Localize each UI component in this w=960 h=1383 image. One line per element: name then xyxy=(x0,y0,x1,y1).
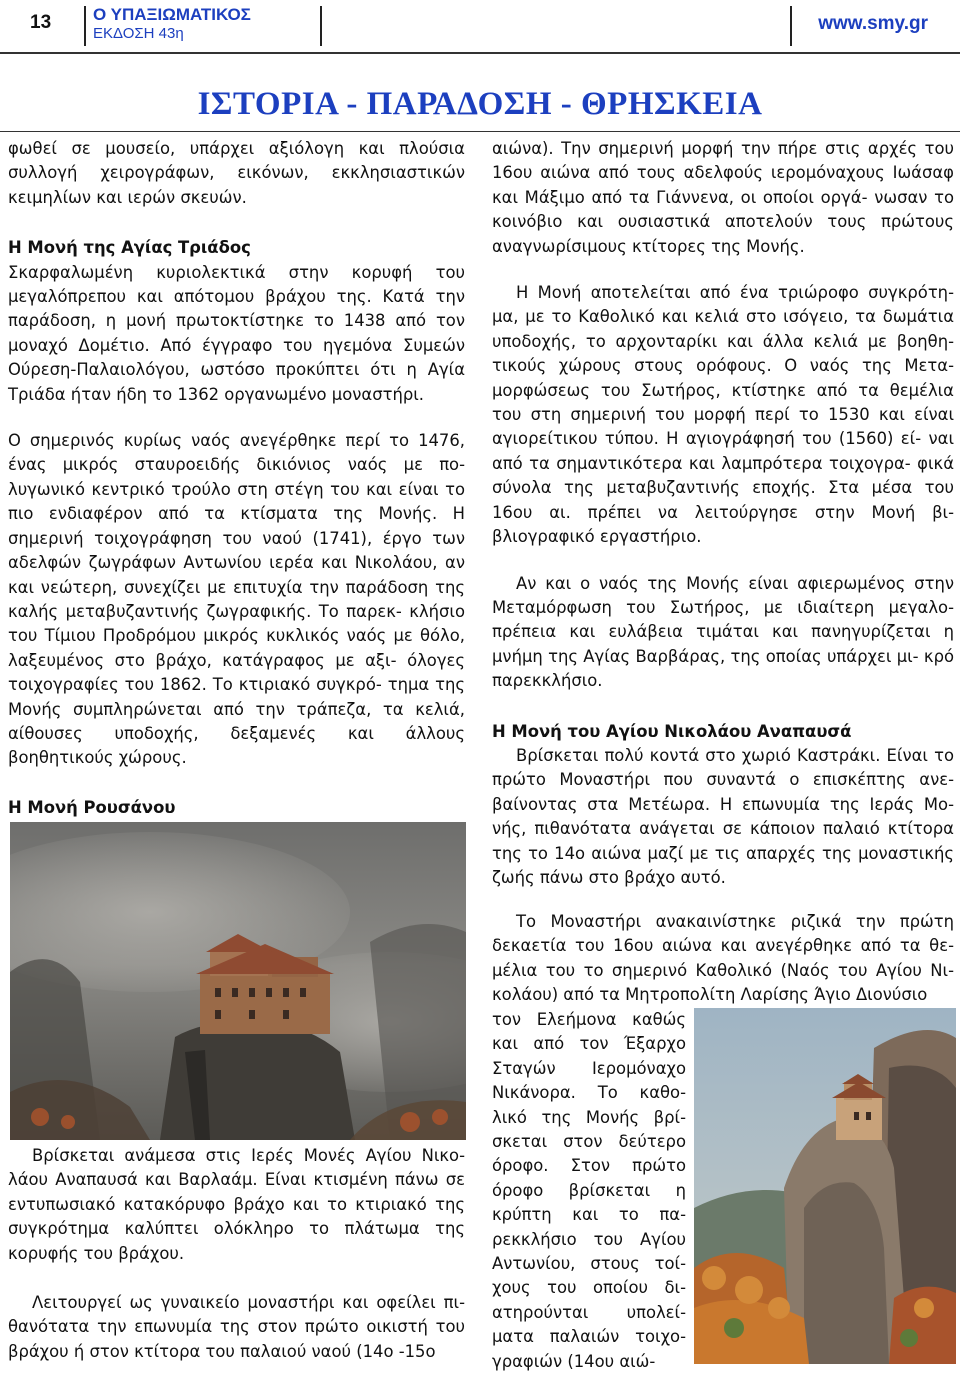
rousanou-paragraph-2 xyxy=(8,1291,465,1364)
section-title: ΙΣΤΟΡΙΑ - ΠΑΡΑΔΟΣΗ - ΘΡΗΣΚΕΙΑ xyxy=(197,86,763,122)
text-line: παράδοση, η μονή πρωτοκτίστηκε το 1438 από τον xyxy=(8,311,465,331)
text-line: τημα της Μονής συμπληρώνεται από την τράπεζα, xyxy=(8,675,465,719)
text-line: κειμηλίων και ιερών σκευών. xyxy=(8,187,247,207)
text-line: φικά σύνολα της μεταβυζαντινής εποχής. Στα μέσα xyxy=(492,453,954,498)
text-line: κρό παρεκκλήσιο. xyxy=(492,646,954,691)
text-line: Σκαρφαλωμένη κυριολεκτικά στην κορυφή του xyxy=(8,262,465,282)
text-line: κολάου) από τα Μητροπολίτη Λαρίσης Άγιο Διονύσιο xyxy=(492,985,928,1005)
text-line: Η Μονή αποτελείται από ένα τριώροφο συγκρότη- xyxy=(516,283,954,303)
text-line: βαίνοντας στα Μετέωρα. Η επωνυμία της Ιεράς Μο- xyxy=(492,794,954,814)
text-line: λάου Αναπαυσά και Βαρλαάμ. Είναι κτισμένη πάνω xyxy=(8,1170,439,1190)
text-line: ζωής πάνω στο βράχο αυτό. xyxy=(492,867,726,887)
trinity-heading: Η Μονή της Αγίας Τριάδος xyxy=(8,238,251,258)
trinity-paragraph-2 xyxy=(8,429,465,771)
nikolaos-paragraph-2 xyxy=(492,910,954,1008)
text-line: δεκαετία του 16ου αιώνα και ανεγέρθηκε από τα θε- xyxy=(492,936,954,956)
text-line: φωθεί σε μουσείο, υπάρχει αξιόλογη και πλούσια xyxy=(8,139,465,158)
agios-nikolaos-monastery-photo xyxy=(694,1008,956,1364)
text-line: όροφο. Στον πρώτο xyxy=(492,1156,686,1176)
left-column-lower xyxy=(8,1144,465,1364)
text-line: τον Ελεήμονα καθώς xyxy=(492,1010,686,1029)
text-line: Λειτουργεί ως γυναικείο μοναστήρι και οφείλει πι- xyxy=(32,1293,465,1313)
text-line: κρύπτη και το πα- xyxy=(492,1205,686,1225)
header-divider xyxy=(320,6,322,46)
text-line: νής, πιθανότατα ανάγεται σε κάποιον παλαιό κτίτορα xyxy=(492,819,954,839)
text-line: 1476, ένας μικρός σταυροειδής δικιόνιος ναός με πο- xyxy=(8,431,465,475)
text-line: όροφο βρίσκεται η xyxy=(492,1180,686,1200)
text-line: πρέπεια και ευλάβεια τιμάται και πανηγυρίζεται η xyxy=(492,622,954,642)
rousanou-dedication-paragraph xyxy=(492,572,954,694)
text-line: μορφώσεως του Σωτήρος, κτίστηκε από τα θεμέλια xyxy=(492,380,954,400)
rousanou-history-paragraph xyxy=(492,137,954,259)
text-line: συλλογή χειρογράφων, εικόνων, εκκλησιαστικών xyxy=(8,163,465,183)
text-line: του 16ου αιώνα από τους αδελφούς ιερομόναχους xyxy=(492,139,954,183)
text-line: το πρώτο Μοναστήρι που συναντά ο επισκέπτης ανε- xyxy=(492,745,954,790)
text-line: Ο σημερινός κυρίως ναός ανεγέρθηκε περί το xyxy=(8,431,410,451)
magazine-title: Ο ΥΠΑΞΙΩΜΑΤΙΚΟΣ xyxy=(93,5,251,24)
text-line: του στη σημερινή του μορφή περί το 1530 και είναι xyxy=(492,405,954,425)
section-rule xyxy=(0,131,960,132)
rousanou-structure-paragraph xyxy=(492,281,954,549)
text-line: της το 14ο αιώνα μαζί με τις απαρχές της μοναστικής xyxy=(492,843,954,863)
text-line: της καλής μεταβυζαντινής ζωγραφικής. Το παρεκ- xyxy=(8,577,465,621)
rousanou-heading: Η Μονή Ρουσάνου xyxy=(8,797,176,817)
text-line: σκεται στον δεύτερο xyxy=(492,1132,686,1152)
text-line: ματα παλαιών τοιχο- xyxy=(492,1327,686,1347)
rousanou-monastery-photo xyxy=(10,822,466,1140)
text-line: υποδοχής, το αρχονταρίκι και άλλα κελιά με βοηθη- xyxy=(492,331,954,351)
text-line: αν και νεώτερη, συνεχίζει με επιτυχία την παράδοση xyxy=(8,553,465,597)
right-column xyxy=(492,137,954,890)
text-line: σε εντυπωσιακό κατακόρυφο βράχο και το κτιριακό xyxy=(8,1170,466,1214)
nikolaos-paragraph-3 xyxy=(492,1008,686,1374)
text-line: θανότατα την επωνυμία της στον πρώτο οικιστή του xyxy=(8,1317,465,1337)
text-line: Νικάνορα. Το καθο- xyxy=(492,1083,686,1103)
text-line: τα κελιά, αίθουσες υποδοχής, δεξαμενές και άλλους xyxy=(8,699,465,743)
text-line: τικούς χώρους στους ορόφους. Ο ναός της Μετα- xyxy=(492,356,954,376)
text-line: Βρίσκεται ανάμεσα στις Ιερές Μονές Αγίου Νικο- xyxy=(32,1146,465,1165)
text-line: μεγαλόπρεπου και απότομου βράχου της. Κατά την xyxy=(8,287,465,307)
text-line: μοναχό Δομέτιο. Από έγγραφο του ηγεμόνα Συμεών xyxy=(8,335,465,355)
text-line: γραφιών (14ου αιώ- xyxy=(492,1351,656,1371)
text-line: ατηρούνται υπολεί- xyxy=(492,1302,686,1322)
text-line: Ιωάσαφ και Μάξιμο από τα Γιάννενα, οι οποίοι οργά- xyxy=(492,163,954,207)
text-line: χους του οποίου δι- xyxy=(492,1278,686,1298)
page-number: 13 xyxy=(30,12,52,33)
text-line: Ούρεση-Παλαιολόγου, ωστόσο προκύπτει ότι η Αγία xyxy=(8,360,465,380)
text-line: λυγωνικό κεντρικό τρούλο στη στέγη του και είναι xyxy=(8,479,439,499)
text-line: Τριάδα ήταν ήδη το 1362 οργανωμένο μοναστήρι. xyxy=(8,384,425,404)
text-line: Βρίσκεται πολύ κοντά στο χωριό Καστράκι. Είναι xyxy=(516,745,928,765)
text-line: του 16ου αι. πρέπει να λειτούργησε στην Μονή βι- xyxy=(492,478,954,522)
text-line: το πιο ενδιαφέρον από τα κτίσματα της Μονής. Η xyxy=(8,479,465,524)
text-line: νωσαν το κοινόβιο και ουσιαστικά αποτελούν τους xyxy=(492,187,954,232)
text-line: αδελφών ζωγράφων Αντωνίου ιερέα και Νικολάου, xyxy=(8,553,438,573)
nikolaos-paragraph-1 xyxy=(492,744,954,890)
right-column-lower xyxy=(492,910,954,1008)
text-line: μέλια του το σημερινό Καθολικό (Ναός του Αγίου Νι- xyxy=(492,960,954,980)
issue-label: ΕΚΔΟΣΗ 43η xyxy=(93,25,184,42)
header-divider xyxy=(84,6,86,46)
text-line: βοηθητικούς χώρους. xyxy=(8,748,187,768)
rousanou-paragraph-1 xyxy=(8,1144,465,1266)
text-line: βράχου ή στον κτίτορα του παλαιού ναού (14ο -15ο xyxy=(8,1341,436,1361)
text-line: της συγκρότημα καλύπτει ολόκληρο το πλάτωμα της xyxy=(8,1194,465,1239)
text-line: πρώτους αναγνωρίσιμους κτίτορες της Μονής. xyxy=(492,212,954,256)
right-column-narrow xyxy=(492,1008,686,1374)
header-divider xyxy=(790,6,792,46)
text-line: αγιορείτικου τύπου. Η αγιογράφησή του (1560) εί- xyxy=(492,429,922,449)
text-line: Σταγών Ιερομόναχο xyxy=(492,1058,686,1078)
nikolaos-heading: Η Μονή του Αγίου Νικολάου Αναπαυσά xyxy=(492,721,852,741)
text-line: λικό της Μονής βρί- xyxy=(492,1107,686,1127)
text-line: Το Μοναστήρι ανακαινίστηκε ριζικά την πρώτη xyxy=(516,912,954,931)
text-line: μνήμη της Αγίας Βαρβάρας, της οποίας υπάρχει μι- xyxy=(492,646,919,666)
text-line: ναι από τα σημαντικότερα και λαμπρότερα τοιχογρα- xyxy=(492,429,954,473)
text-line: Αντωνίου, στους τοί- xyxy=(492,1254,686,1274)
website-link[interactable]: www.smy.gr xyxy=(818,13,928,34)
text-line: όλογες τοιχογραφίες του 1862. Το κτιριακό συγκρό- xyxy=(8,650,465,695)
intro-paragraph xyxy=(8,137,465,210)
text-line: κλήσιο του Τίμιου Προδρόμου μικρός κυκλικός ναός xyxy=(8,601,465,646)
text-line: αιώνα). Την σημερινή μορφή την πήρε στις αρχές xyxy=(492,139,918,158)
page-header xyxy=(0,0,960,54)
header-rule xyxy=(0,52,960,54)
text-line: Αν και ο ναός της Μονής είναι αφιερωμένος στην xyxy=(516,573,954,593)
text-line: κορυφής του βράχου. xyxy=(8,1243,185,1263)
text-line: βλιογραφικό εργαστήριο. xyxy=(492,527,702,547)
text-line: ρεκκλήσιο του Αγίου xyxy=(492,1229,686,1249)
text-line: με θόλο, λαξευμένος στο βράχο, κατάγραφος με αξι- xyxy=(8,626,465,670)
left-column xyxy=(8,137,465,820)
text-line: σημερινή τοιχογράφηση του ναού (1741), έργο των xyxy=(8,528,465,548)
text-line: Μεταμόρφωση του Σωτήρος, με ιδιαίτερη μεγαλο- xyxy=(492,597,954,617)
trinity-paragraph-1 xyxy=(8,261,465,407)
text-line: και από τον Έξαρχο xyxy=(492,1034,686,1054)
text-line: μα, με το Καθολικό και κελιά στο ισόγειο, τα δωμάτια xyxy=(492,307,954,327)
